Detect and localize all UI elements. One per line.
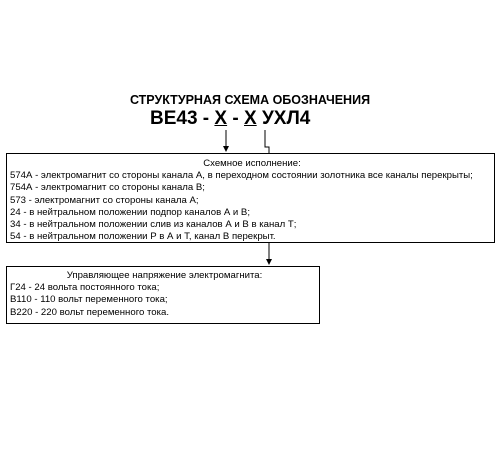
scheme-variant-line: 573 - электромагнит со стороны канала А; [10, 194, 199, 206]
code-separator: - [232, 108, 239, 129]
scheme-variant-heading: Схемное исполнение: [203, 158, 301, 169]
code-placeholder-scheme: Х [214, 108, 228, 129]
diagram-title: СТРУКТУРНАЯ СХЕМА ОБОЗНАЧЕНИЯ [129, 93, 371, 107]
scheme-variant-line: 754А - электромагнит со стороны канала В; [10, 182, 205, 194]
code-prefix: ВЕ43 - [150, 108, 210, 129]
scheme-variant-box [6, 153, 495, 243]
scheme-variant-line: 24 - в нейтральном положении подпор каналов А и В; [10, 206, 250, 218]
scheme-variant-line: 34 - в нейтральном положении слив из каналов А и В в канал Т; [10, 219, 297, 231]
control-voltage-line: В220 - 220 вольт переменного тока. [10, 306, 170, 318]
code-placeholder-voltage: Х [244, 108, 257, 129]
scheme-variant-line: 54 - в нейтральном положении Р в А и Т, канал В перекрыт. [10, 231, 276, 243]
control-voltage-line: Г24 - 24 вольта постоянного тока; [10, 282, 160, 294]
control-voltage-heading: Управляющее напряжение электромагнита: [66, 270, 263, 281]
control-voltage-box [6, 266, 320, 324]
scheme-variant-line: 574А - электромагнит со стороны канала А, в переходном состоянии золотника все каналы перекрыты; [10, 170, 473, 182]
code-suffix: УХЛ4 [261, 108, 311, 129]
control-voltage-line: В110 - 110 вольт переменного тока; [10, 294, 168, 306]
